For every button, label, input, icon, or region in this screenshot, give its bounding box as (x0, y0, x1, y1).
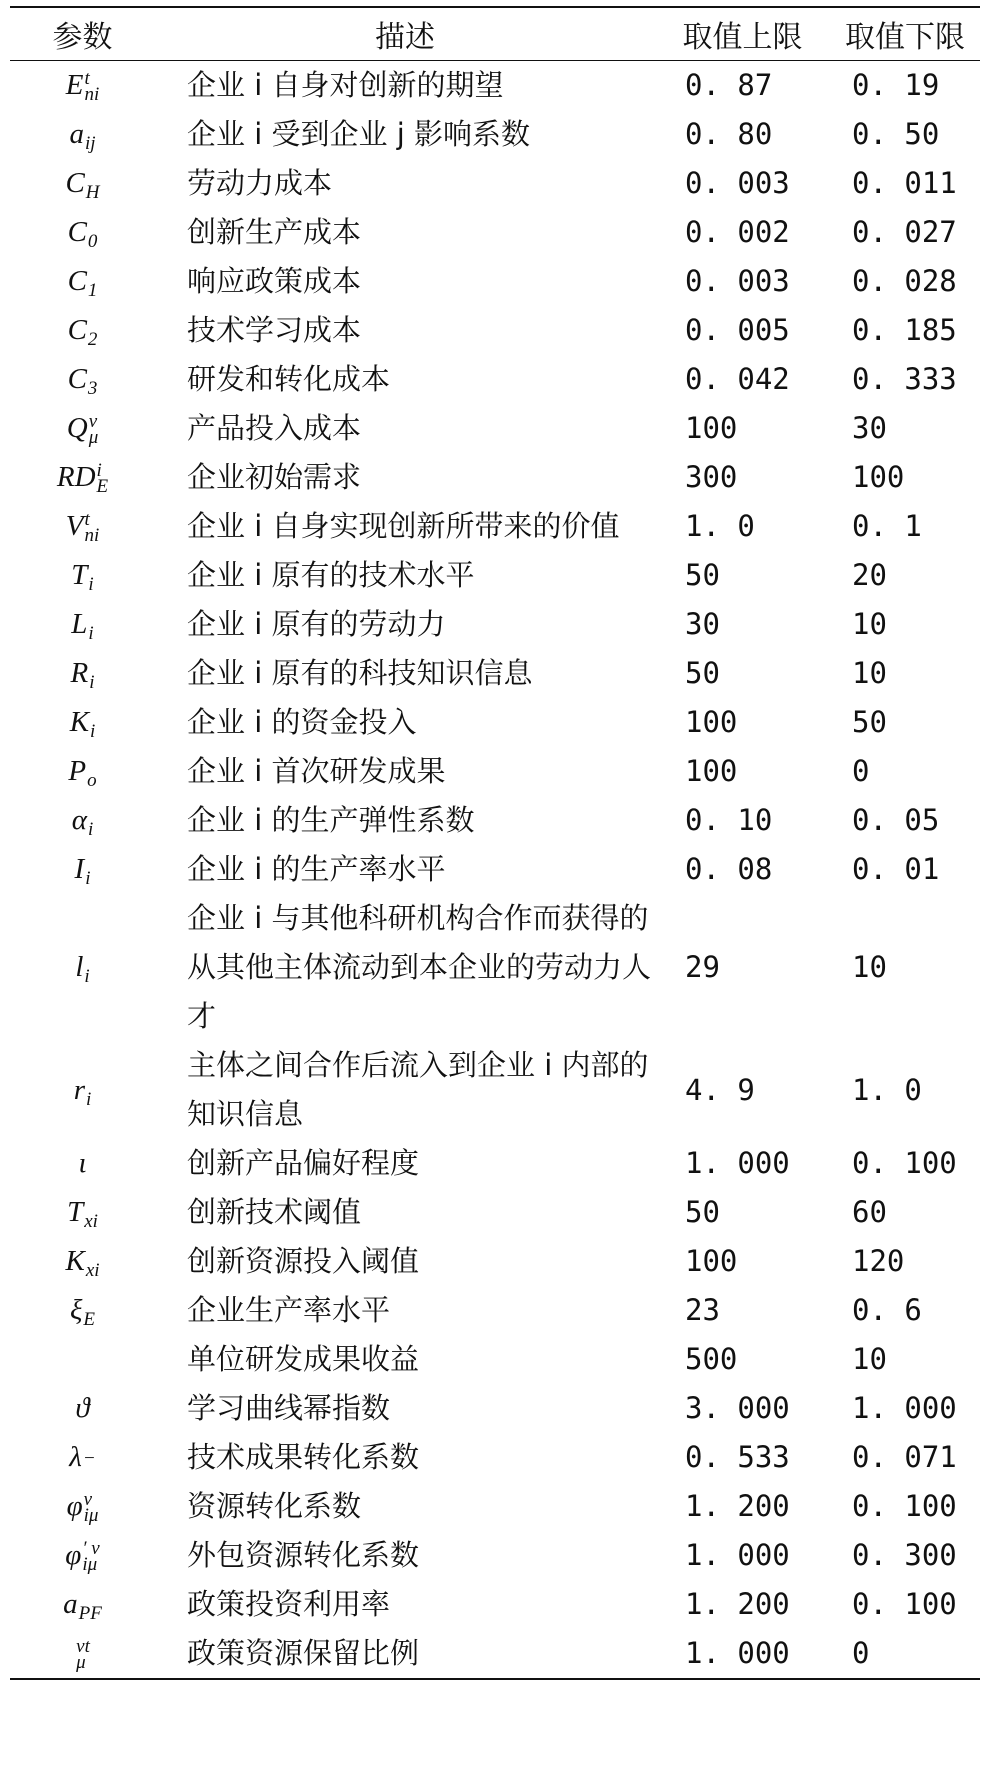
table-row (10, 1580, 980, 1629)
param-symbol-sub: xi (85, 1260, 100, 1282)
param-description: 企业 i 的生产率水平 (187, 852, 446, 886)
lower-limit-value: 0. 19 (852, 68, 940, 102)
lower-limit-value: 1. 0 (852, 1072, 922, 1107)
table-row (10, 600, 980, 649)
header-upper-limit: 取值上限 (682, 20, 803, 55)
param-symbol-base: K (65, 1245, 85, 1277)
param-symbol-sub: xi (84, 1211, 98, 1233)
table-row (10, 747, 980, 796)
table-row (10, 110, 980, 159)
param-symbol-base: T (67, 1196, 84, 1228)
param-symbol-sub: PF (78, 1603, 102, 1625)
upper-limit-value: 4. 9 (685, 1072, 755, 1107)
param-symbol-base: α (71, 804, 87, 836)
param-description: 外包资源转化系数 (187, 1538, 420, 1572)
table-row (10, 1433, 980, 1482)
table-row (10, 894, 980, 1041)
param-symbol-base: ξ (69, 1294, 83, 1326)
param-symbol (10, 306, 155, 355)
param-symbol (10, 1482, 155, 1531)
lower-limit-value: 60 (852, 1195, 887, 1229)
lower-limit-value: 0. 028 (852, 264, 957, 298)
upper-limit-value: 0. 042 (685, 362, 790, 396)
param-symbol-base: R (70, 657, 89, 689)
param-description: 创新产品偏好程度 (187, 1146, 420, 1180)
param-symbol-sup: ν (83, 1489, 93, 1511)
table-row (10, 404, 980, 453)
upper-limit-value: 1. 200 (685, 1587, 790, 1621)
upper-limit-value: 100 (685, 705, 738, 739)
param-symbol-sup: ν (88, 411, 98, 433)
table-row (10, 306, 980, 355)
table-row (10, 551, 980, 600)
param-symbol-base: ι (78, 1147, 87, 1179)
param-symbol-base: C (65, 167, 85, 199)
param-symbol-sub: E (83, 1309, 96, 1331)
header-description: 描述 (375, 20, 435, 55)
upper-limit-value: 50 (685, 558, 720, 592)
param-symbol (10, 257, 155, 306)
upper-limit-value: 1. 200 (685, 1489, 790, 1523)
param-description: 企业 i 自身实现创新所带来的价值 (187, 509, 620, 543)
table-row (10, 61, 980, 111)
table-row (10, 1139, 980, 1188)
lower-limit-value: 10 (852, 950, 887, 984)
param-description: 企业初始需求 (187, 460, 362, 494)
param-description: 技术成果转化系数 (187, 1440, 420, 1474)
param-description: 研发和转化成本 (187, 362, 391, 396)
param-description: 企业 i 的生产弹性系数 (187, 803, 475, 837)
param-symbol (10, 1433, 155, 1482)
param-symbol (10, 1286, 155, 1335)
param-symbol-sub: ij (84, 133, 96, 155)
param-description: 产品投入成本 (187, 411, 362, 445)
param-description: 企业 i 的资金投入 (187, 705, 417, 739)
upper-limit-value: 29 (685, 950, 720, 984)
lower-limit-value: 100 (852, 460, 905, 494)
param-symbol (10, 747, 155, 796)
param-symbol (10, 404, 155, 453)
upper-limit-value: 50 (685, 656, 720, 690)
lower-limit-value: 0. 027 (852, 215, 957, 249)
parameter-table-container (10, 6, 980, 1680)
lower-limit-value: 0 (852, 1636, 870, 1670)
param-symbol-base: r (73, 1073, 85, 1106)
table-row (10, 1482, 980, 1531)
param-symbol-base: ϑ (75, 1392, 90, 1424)
param-symbol-base: C (67, 216, 87, 248)
lower-limit-value: 0. 1 (852, 509, 922, 543)
param-description: 企业 i 原有的技术水平 (187, 558, 475, 592)
param-symbol-base: RD (56, 461, 96, 493)
param-symbol-sub: μ (76, 1652, 86, 1674)
upper-limit-value: 50 (685, 1195, 720, 1229)
param-symbol-sup: − (82, 1448, 96, 1470)
param-symbol-sub: i (88, 574, 94, 596)
upper-limit-value: 3. 000 (685, 1391, 790, 1425)
param-symbol-base: L (71, 608, 88, 640)
upper-limit-value: 100 (685, 411, 738, 445)
param-symbol-base: Q (66, 412, 88, 444)
lower-limit-value: 0. 100 (852, 1587, 957, 1621)
table-row (10, 796, 980, 845)
param-symbol (10, 1237, 155, 1286)
param-symbol (10, 1580, 155, 1629)
header-row (10, 7, 980, 61)
param-symbol-sub: i (84, 966, 90, 988)
param-symbol (10, 453, 155, 502)
table-row (10, 1237, 980, 1286)
param-symbol-sub: i (90, 721, 96, 743)
param-symbol-sub: 1 (87, 280, 98, 302)
upper-limit-value: 0. 10 (685, 803, 773, 837)
param-symbol-base: K (69, 706, 90, 738)
table-row (10, 1384, 980, 1433)
param-symbol-base: λ (69, 1441, 82, 1473)
param-symbol (10, 845, 155, 894)
table-row (10, 1188, 980, 1237)
table-header (10, 7, 980, 61)
table-row (10, 1629, 980, 1679)
param-symbol (10, 1531, 155, 1580)
param-symbol-sub: ni (84, 525, 100, 547)
param-symbol-sub: i (88, 623, 94, 645)
param-description: 技术学习成本 (187, 313, 362, 347)
upper-limit-value: 300 (685, 460, 738, 494)
lower-limit-value: 0. 50 (852, 117, 940, 151)
param-symbol-base: E (65, 69, 84, 101)
param-symbol-base: C (67, 314, 87, 346)
upper-limit-value: 0. 005 (685, 313, 790, 347)
param-symbol-sub: i (87, 819, 94, 841)
param-symbol-base: I (74, 853, 85, 885)
lower-limit-value: 0. 071 (852, 1440, 957, 1474)
upper-limit-value: 23 (685, 1293, 720, 1327)
param-description: 企业 i 自身对创新的期望 (187, 68, 504, 102)
lower-limit-value: 0. 185 (852, 313, 957, 347)
param-description: 企业 i 与其他科研机构合作而获得的从其他主体流动到本企业的劳动力人才 (187, 901, 652, 1033)
param-symbol-sub: iμ (83, 1505, 99, 1527)
lower-limit-value: 120 (852, 1244, 905, 1278)
param-description: 资源转化系数 (187, 1489, 362, 1523)
table-row (10, 1531, 980, 1580)
upper-limit-value: 1. 000 (685, 1636, 790, 1670)
table-row (10, 1041, 980, 1139)
table-body (10, 61, 980, 1680)
param-symbol (10, 600, 155, 649)
param-description: 创新资源投入阈值 (187, 1244, 420, 1278)
param-description: 企业 i 首次研发成果 (187, 754, 446, 788)
param-symbol-sup: ′ ν (82, 1538, 100, 1560)
lower-limit-value: 20 (852, 558, 887, 592)
table-row (10, 453, 980, 502)
param-symbol-base: T (71, 559, 88, 591)
upper-limit-value: 0. 003 (685, 264, 790, 298)
param-symbol-sub: 2 (87, 329, 98, 351)
lower-limit-value: 10 (852, 607, 887, 641)
lower-limit-value: 0. 100 (852, 1489, 957, 1523)
upper-limit-value: 1. 0 (685, 509, 755, 543)
upper-limit-value: 0. 003 (685, 166, 790, 200)
param-symbol-sub: 0 (87, 231, 98, 253)
upper-limit-value: 100 (685, 754, 738, 788)
table-row (10, 1335, 980, 1384)
param-symbol-sup: i (96, 460, 102, 482)
param-symbol-base: a (63, 1588, 78, 1620)
param-symbol (10, 110, 155, 159)
param-description: 企业 i 原有的科技知识信息 (187, 656, 533, 690)
param-symbol (10, 355, 155, 404)
param-description: 政策资源保留比例 (187, 1636, 420, 1670)
upper-limit-value: 1. 000 (685, 1538, 790, 1572)
lower-limit-value: 0. 6 (852, 1293, 922, 1327)
parameter-table (10, 6, 980, 1680)
upper-limit-value: 100 (685, 1244, 738, 1278)
param-symbol-base: l (75, 951, 84, 983)
param-symbol (10, 159, 155, 208)
param-symbol-base: V (65, 510, 84, 542)
param-symbol-sub: μ (88, 427, 99, 449)
param-symbol-sub: E (96, 476, 109, 498)
param-symbol-sup: t (84, 509, 90, 531)
param-symbol (10, 1041, 155, 1139)
lower-limit-value: 50 (852, 705, 887, 739)
param-symbol (10, 1335, 155, 1384)
table-row (10, 159, 980, 208)
param-symbol-base: P (68, 755, 87, 787)
param-symbol (10, 649, 155, 698)
param-description: 单位研发成果收益 (187, 1342, 420, 1376)
upper-limit-value: 500 (685, 1342, 738, 1376)
table-row (10, 698, 980, 747)
upper-limit-value: 0. 533 (685, 1440, 790, 1474)
lower-limit-value: 30 (852, 411, 887, 445)
table-row (10, 502, 980, 551)
header-param: 参数 (52, 20, 113, 55)
param-description: 响应政策成本 (187, 264, 362, 298)
upper-limit-value: 0. 08 (685, 852, 773, 886)
param-description: 企业生产率水平 (187, 1293, 391, 1327)
lower-limit-value: 1. 000 (852, 1391, 957, 1425)
table-row (10, 649, 980, 698)
param-description: 政策投资利用率 (187, 1587, 391, 1621)
param-symbol-sub: H (85, 182, 100, 204)
param-symbol (10, 1384, 155, 1433)
lower-limit-value: 0. 05 (852, 803, 940, 837)
table-row (10, 208, 980, 257)
param-description: 创新技术阈值 (187, 1195, 362, 1229)
param-symbol (10, 502, 155, 551)
param-symbol-base: C (67, 265, 87, 297)
lower-limit-value: 10 (852, 1342, 887, 1376)
table-row (10, 257, 980, 306)
upper-limit-value: 0. 80 (685, 117, 773, 151)
param-symbol-sub: i (85, 868, 91, 890)
param-symbol (10, 61, 155, 111)
param-symbol-sub: 3 (87, 378, 98, 400)
param-symbol-sup: νt (76, 1636, 90, 1658)
param-description: 创新生产成本 (187, 215, 362, 249)
param-description: 企业 i 原有的劳动力 (187, 607, 446, 641)
lower-limit-value: 0. 100 (852, 1146, 957, 1180)
param-symbol (10, 1629, 155, 1679)
table-row (10, 845, 980, 894)
lower-limit-value: 0. 333 (852, 362, 957, 396)
param-symbol (10, 1139, 155, 1188)
lower-limit-value: 10 (852, 656, 887, 690)
upper-limit-value: 30 (685, 607, 720, 641)
param-symbol (10, 796, 155, 845)
lower-limit-value: 0. 01 (852, 852, 940, 886)
header-lower-limit: 取值下限 (845, 20, 965, 55)
param-symbol (10, 1188, 155, 1237)
param-description: 学习曲线幂指数 (187, 1391, 391, 1425)
lower-limit-value: 0 (852, 754, 870, 788)
lower-limit-value: 0. 300 (852, 1538, 957, 1572)
param-symbol (10, 551, 155, 600)
param-description: 劳动力成本 (187, 166, 333, 200)
param-symbol (10, 894, 155, 1041)
param-symbol-sup: t (84, 68, 90, 90)
param-symbol-base: C (67, 363, 87, 395)
param-symbol-sub: o (87, 770, 97, 792)
lower-limit-value: 0. 011 (852, 166, 957, 200)
upper-limit-value: 0. 87 (685, 68, 773, 102)
param-description: 企业 i 受到企业 j 影响系数 (187, 117, 530, 151)
param-description: 主体之间合作后流入到企业 i 内部的知识信息 (187, 1048, 649, 1131)
param-symbol-sub: i (89, 672, 95, 694)
upper-limit-value: 1. 000 (685, 1146, 790, 1180)
param-symbol-sub: ni (84, 84, 100, 106)
param-symbol (10, 208, 155, 257)
upper-limit-value: 0. 002 (685, 215, 790, 249)
param-symbol-sub: i (86, 1088, 92, 1110)
table-row (10, 1286, 980, 1335)
param-symbol-base: φ (65, 1539, 82, 1571)
param-symbol-base: a (69, 118, 84, 150)
param-symbol-base: φ (66, 1490, 83, 1522)
param-symbol (10, 698, 155, 747)
param-symbol-sub: iμ (82, 1554, 98, 1576)
table-row (10, 355, 980, 404)
